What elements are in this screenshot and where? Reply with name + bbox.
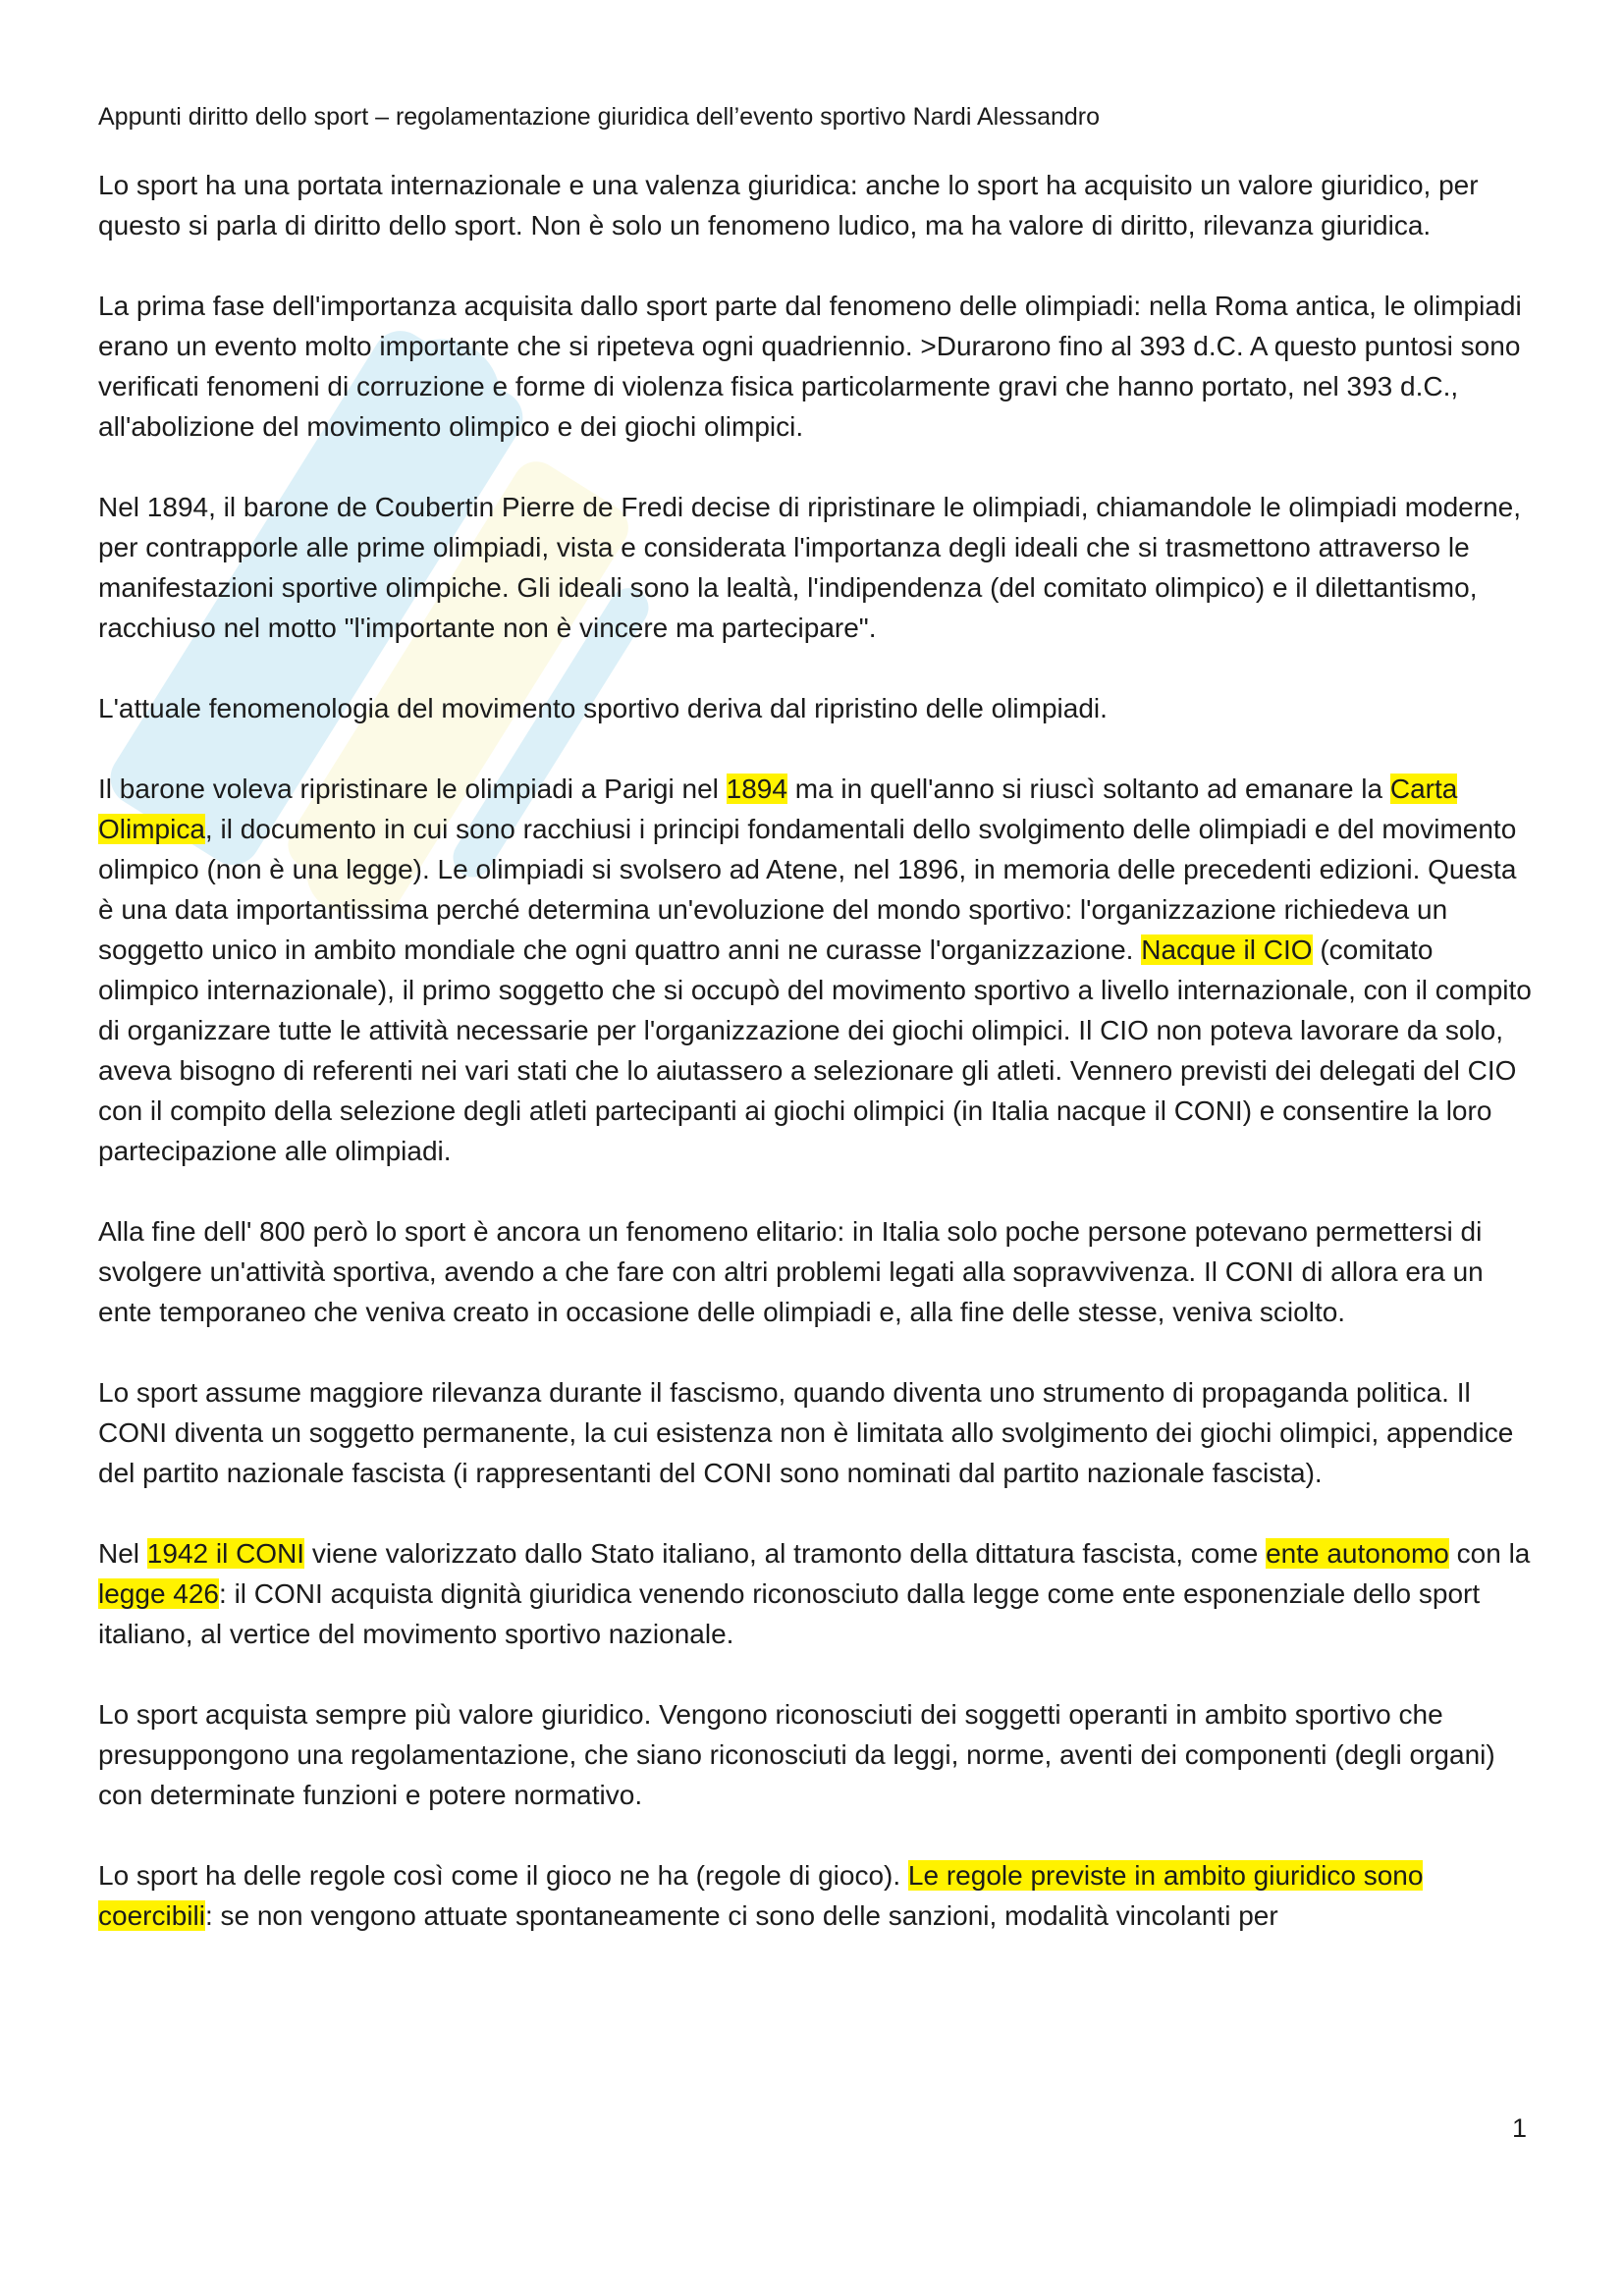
- highlighted-text: legge 426: [98, 1578, 220, 1609]
- paragraph-text: La prima fase dell'importanza acquisita dallo sport parte dal fenomeno delle olimpiadi: nella Roma antica, le olimpiadi erano un evento molto importante che si ripeteva ogni quadriennio. >Durarono fino al 393 d.C. A questo puntosi sono verificati fenomeni di corruzione e forme di violenza fisica particolarmente gravi che hanno portato, nel 393 d.C., all'abolizione del movimento olimpico e dei giochi olimpici.: [98, 291, 1522, 442]
- document-title: Appunti diritto dello sport – regolamentazione giuridica dell’evento sportivo Nardi Alessandro: [98, 103, 1101, 131]
- highlighted-text: Carta Olimpica: [98, 774, 1458, 844]
- document-body: [98, 165, 1532, 1936]
- paragraph: [98, 1211, 1532, 1332]
- paragraph-text: (comitato olimpico internazionale), il primo soggetto che si occupò del movimento sportivo a livello internazionale, con il compito di organizzare tutte le attività necessarie per l'organizzazione dei giochi olimpici. Il CIO non poteva lavorare da solo, aveva bisogno di referenti nei vari stati che lo aiutassero a selezionare gli atleti. Vennero previsti dei delegati del CIO con il compito della selezione degli atleti partecipanti ai giochi olimpici (in Italia nacque il CONI) e consentire la loro partecipazione alle olimpiadi.: [98, 934, 1532, 1166]
- paragraph-text: Lo sport ha una portata internazionale e una valenza giuridica: anche lo sport ha acquisito un valore giuridico, per questo si parla di diritto dello sport. Non è solo un fenomeno ludico, ma ha valore di diritto, rilevanza giuridica.: [98, 170, 1479, 240]
- paragraph: [98, 1372, 1532, 1493]
- highlighted-text: 1942 il CONI: [146, 1538, 305, 1569]
- highlighted-text: ente autonomo: [1266, 1538, 1449, 1569]
- paragraph-text: Il barone voleva ripristinare le olimpiadi a Parigi nel: [98, 774, 727, 804]
- page-number: 1: [1512, 2113, 1528, 2143]
- highlighted-text: Nacque il CIO: [1141, 934, 1313, 965]
- paragraph-text: L'attuale fenomenologia del movimento sportivo deriva dal ripristino delle olimpiadi.: [98, 693, 1108, 723]
- paragraph-text: Alla fine dell' 800 però lo sport è ancora un fenomeno elitario: in Italia solo poche persone potevano permettersi di svolgere un'attività sportiva, avendo a che fare con altri problemi legati alla sopravvivenza. Il CONI di allora era un ente temporaneo che veniva creato in occasione delle olimpiadi e, alla fine delle stesse, veniva sciolto.: [98, 1216, 1484, 1327]
- paragraph-text: , il documento in cui sono racchiusi i principi fondamentali dello svolgimento delle olimpiadi e del movimento olimpico (non è una legge). Le olimpiadi si svolsero ad Atene, nel 1896, in memoria delle precedenti edizioni. Questa è una data importantissima perché determina un'evoluzione del mondo sportivo: l'organizzazione richiedeva un soggetto unico in ambito mondiale che ogni quattro anni ne curasse l'organizzazione.: [98, 814, 1517, 965]
- paragraph: [98, 487, 1532, 648]
- paragraph-text: viene valorizzato dallo Stato italiano, al tramonto della dittatura fascista, come: [304, 1538, 1267, 1569]
- paragraph: [98, 286, 1532, 447]
- paragraph-text: Lo sport ha delle regole così come il gioco ne ha (regole di gioco).: [98, 1860, 908, 1891]
- paragraph-text: Nel: [98, 1538, 147, 1569]
- paragraph: [98, 1533, 1532, 1654]
- paragraph: [98, 769, 1532, 1171]
- paragraph-text: Lo sport assume maggiore rilevanza durante il fascismo, quando diventa uno strumento di propaganda politica. Il CONI diventa un soggetto permanente, la cui esistenza non è limitata allo svolgimento dei giochi olimpici, appendice del partito nazionale fascista (i rappresentanti del CONI sono nominati dal partito nazionale fascista).: [98, 1377, 1514, 1488]
- paragraph: [98, 688, 1532, 728]
- paragraph-text: : se non vengono attuate spontaneamente ci sono delle sanzioni, modalità vincolanti per: [204, 1900, 1278, 1931]
- paragraph-text: Nel 1894, il barone de Coubertin Pierre de Fredi decise di ripristinare le olimpiadi, chiamandole le olimpiadi moderne, per contrapporle alle prime olimpiadi, vista e considerata l'importanza degli ideali che si trasmettono attraverso le manifestazioni sportive olimpiche. Gli ideali sono la lealtà, l'indipendenza (del comitato olimpico) e il dilettantismo, racchiuso nel motto "l'importante non è vincere ma partecipare".: [98, 492, 1521, 643]
- highlighted-text: Le regole previste in ambito giuridico sono coercibili: [98, 1860, 1424, 1931]
- paragraph-text: ma in quell'anno si riuscì soltanto ad emanare la: [786, 774, 1390, 804]
- document-page: [98, 98, 1532, 1976]
- paragraph-text: con la: [1448, 1538, 1531, 1569]
- highlighted-text: 1894: [726, 774, 787, 804]
- paragraph: [98, 1694, 1532, 1815]
- paragraph-text: Lo sport acquista sempre più valore giuridico. Vengono riconosciuti dei soggetti operanti in ambito sportivo che presuppongono una regolamentazione, che siano riconosciuti da leggi, norme, aventi dei componenti (degli organi) con determinate funzioni e potere normativo.: [98, 1699, 1495, 1810]
- paragraph: [98, 1855, 1532, 1936]
- paragraph-text: : il CONI acquista dignità giuridica venendo riconosciuto dalla legge come ente esponenziale dello sport italiano, al vertice del movimento sportivo nazionale.: [98, 1578, 1481, 1649]
- paragraph: [98, 165, 1532, 245]
